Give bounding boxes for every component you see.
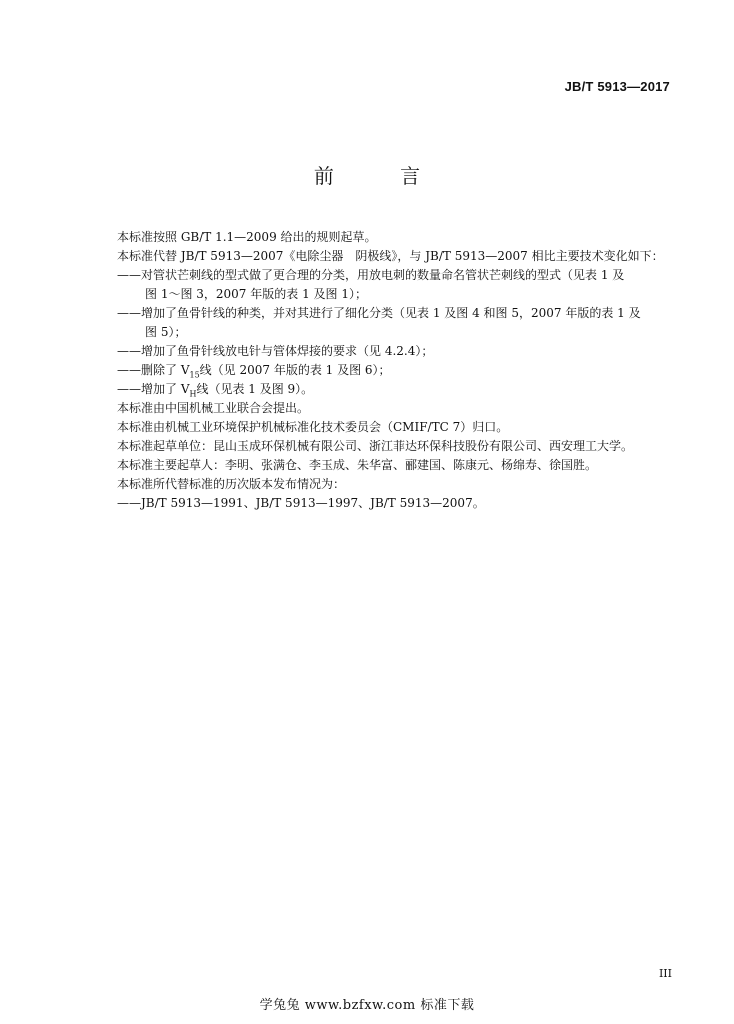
- list-item-continuation: 图 1～图 3，2007 年版的表 1 及图 1）；: [145, 287, 367, 301]
- page-title: 前 言: [313, 164, 451, 188]
- paragraph: 本标准由中国机械工业联合会提出。: [117, 401, 310, 415]
- paragraph: 本标准所代替标准的历次版本发布情况为：: [117, 477, 346, 491]
- list-item: ——增加了鱼骨针线的种类，并对其进行了细化分类（见表 1 及图 4 和图 5，2007 年版的表 1 及: [117, 306, 641, 320]
- document-body: [117, 228, 677, 513]
- footer-watermark[interactable]: 学兔兔 www.bzfxw.com 标准下载: [259, 998, 475, 1013]
- list-item-continuation: 图 5）；: [145, 325, 187, 339]
- list-item: ——JB/T 5913—1991、JB/T 5913—1997、JB/T 5913—2007。: [117, 496, 485, 510]
- paragraph: 本标准起草单位：昆山玉成环保机械有限公司、浙江菲达环保科技股份有限公司、西安理工大学。: [117, 439, 634, 453]
- list-item: ——对管状芒刺线的型式做了更合理的分类，用放电刺的数量命名管状芒刺线的型式（见表 1 及: [117, 268, 625, 282]
- page-number: III: [658, 967, 672, 980]
- paragraph: 本标准按照 GB/T 1.1—2009 给出的规则起草。: [117, 230, 377, 244]
- subscript: 15: [189, 370, 200, 380]
- standard-number: JB/T 5913—2017: [564, 79, 670, 94]
- list-item: [117, 361, 677, 380]
- list-item-text: 线（见表 1 及图 9）。: [196, 382, 314, 396]
- paragraph: 本标准由机械工业环境保护机械标准化技术委员会（CMIF/TC 7）归口。: [117, 420, 509, 434]
- paragraph: 本标准代替 JB/T 5913—2007《电除尘器 阴极线》，与 JB/T 5913—2007 相比主要技术变化如下：: [117, 249, 664, 263]
- list-item: [117, 380, 677, 399]
- subscript: H: [189, 389, 197, 399]
- list-item: ——增加了鱼骨针线放电针与管体焊接的要求（见 4.2.4）；: [117, 344, 434, 358]
- paragraph: 本标准主要起草人：李明、张满仓、李玉成、朱华富、郦建国、陈康元、杨绵寿、徐国胜。: [117, 458, 598, 472]
- list-item-text: ——删除了 V: [117, 363, 190, 377]
- list-item-text: 线（见 2007 年版的表 1 及图 6）；: [199, 363, 391, 377]
- list-item-text: ——增加了 V: [117, 382, 190, 396]
